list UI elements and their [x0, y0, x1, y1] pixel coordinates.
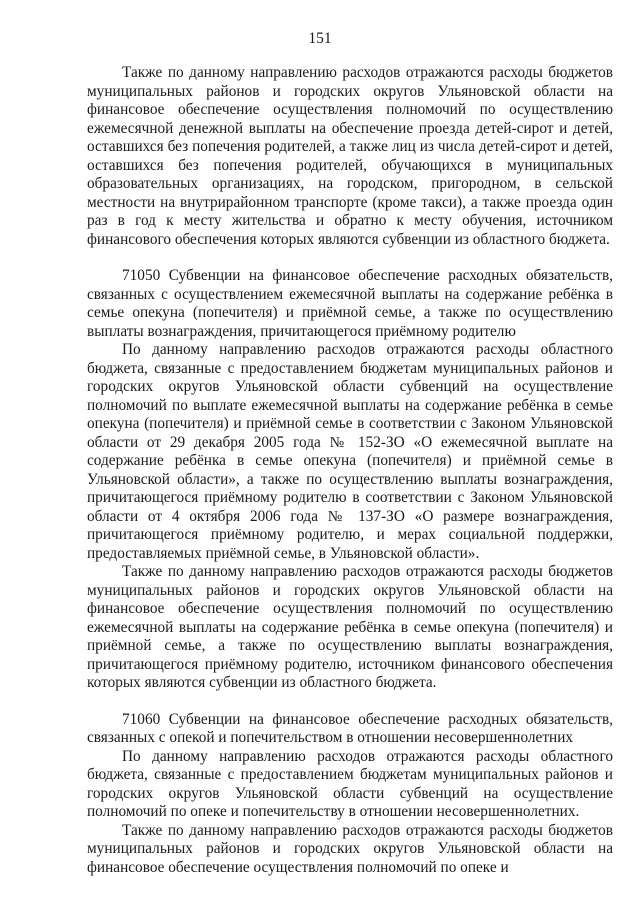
- paragraph-71050-regional-budget: По данному направлению расходов отражаются расходы областного бюджета, связанные с предоставлением бюджетам муниципальных районов и городских округов Ульяновской области субвенций на осуществление полномочий по выплате ежемесячной выплаты на содержание ребёнка в семье опекуна (попечителя) и приёмной семье в соответствии с Законом Ульяновской области от 29 декабря 2005 года № 152-ЗО «О ежемесячной выплате на содержание ребёнка в семье опекуна (попечителя) и приёмной семье в Ульяновской области», а также по осуществлению выплаты вознаграждения, причитающегося приёмному родителю в соответствии с Законом Ульяновской области от 4 октября 2006 года № 137-ЗО «О размере вознаграждения, причитающегося приёмному родителю, и мерах социальной поддержки, предоставляемых приёмной семье, в Ульяновской области».: [87, 341, 613, 562]
- document-body: [87, 64, 613, 877]
- paragraph-71050-municipal-budgets: Также по данному направлению расходов отражаются расходы бюджетов муниципальных районов и городских округов Ульяновской области на финансовое обеспечение осуществления полномочий по осуществлению ежемесячной выплаты на содержание ребёнка в семье опекуна (попечителя) и приёмной семье, а также по осуществлению выплаты вознаграждения, причитающегося приёмному родителю, источником финансового обеспечения которых являются субвенции из областного бюджета.: [87, 563, 613, 691]
- page-number: 151: [308, 30, 332, 47]
- section-heading-71060: 71060 Субвенции на финансовое обеспечение расходных обязательств, связанных с опекой и попечительством в отношении несовершеннолетних: [87, 710, 613, 746]
- paragraph-transport-subvention: Также по данному направлению расходов отражаются расходы бюджетов муниципальных районов и городских округов Ульяновской области на финансовое обеспечение осуществления полномочий по осуществлению ежемесячной денежной выплаты на обеспечение проезда детей-сирот и детей, оставшихся без попечения родителей, а также лиц из числа детей-сирот и детей, оставшихся без попечения родителей, обучающихся в муниципальных образовательных организациях, на городском, пригородном, в сельской местности на внутрирайонном транспорте (кроме такси), а также проезда один раз в год к месту жительства и обратно к месту обучения, источником финансового обеспечения которых являются субвенции из областного бюджета.: [87, 64, 613, 248]
- paragraph-71060-regional-budget: По данному направлению расходов отражаются расходы областного бюджета, связанные с предоставлением бюджетам муниципальных районов и городских округов Ульяновской области субвенций на осуществление полномочий по опеке и попечительству в отношении несовершеннолетних.: [87, 747, 613, 820]
- paragraph-71060-municipal-budgets: Также по данному направлению расходов отражаются расходы бюджетов муниципальных районов и городских округов Ульяновской области на финансовое обеспечение осуществления полномочий по опеке и: [87, 821, 613, 876]
- section-heading-71050: 71050 Субвенции на финансовое обеспечение расходных обязательств, связанных с осуществлением ежемесячной выплаты на содержание ребёнка в семье опекуна (попечителя) и приёмной семье, а также по осуществлению выплаты вознаграждения, причитающегося приёмному родителю: [87, 267, 613, 340]
